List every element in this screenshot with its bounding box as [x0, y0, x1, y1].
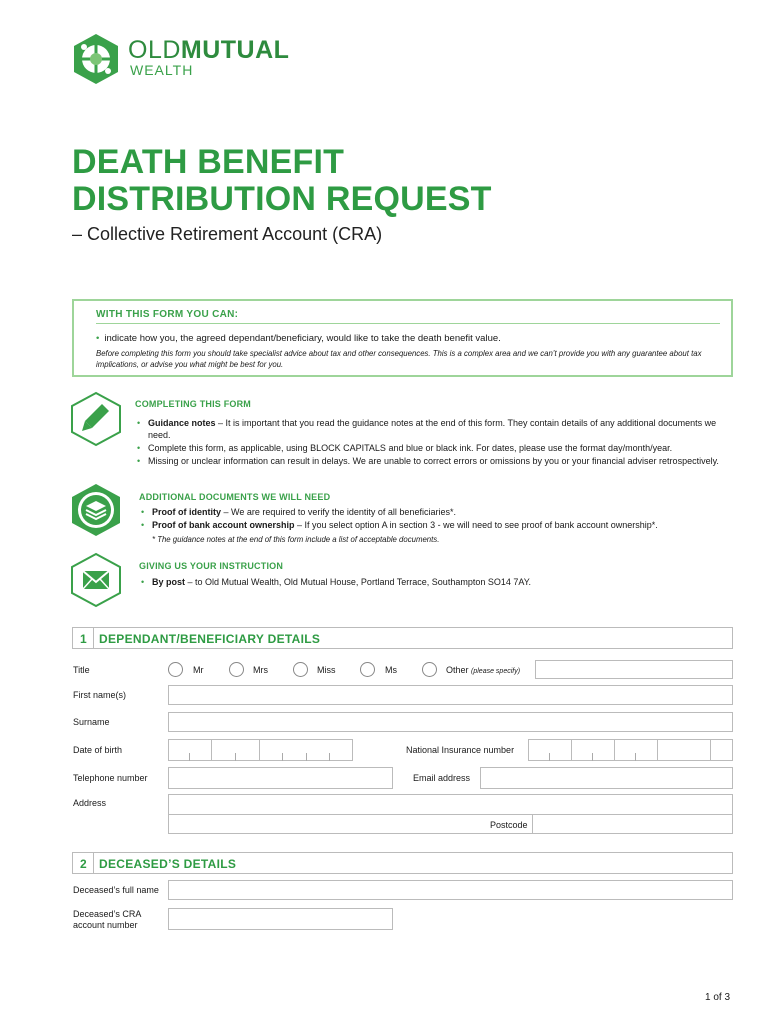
- address-label: Address: [73, 798, 107, 808]
- cra-account-label: Deceased’s CRA account number: [73, 909, 142, 930]
- ni-tick: [592, 753, 593, 761]
- section2-number: 2: [80, 857, 87, 871]
- ni-separator: [614, 739, 615, 761]
- intro-note: Before completing this form you should take specialist advice about tax and other consequences. This is a complex area and we can’t provide you with any guarantee about tax implications, or advise you what might be best for you.: [96, 349, 702, 369]
- completing-item-guidance: • Guidance notes – It is important that you read the guidance notes at the end of this form. They contain details of any additional documents we need.: [137, 417, 728, 441]
- surname-field[interactable]: [168, 712, 733, 732]
- other-title-field[interactable]: [535, 660, 733, 679]
- postcode-label: Postcode: [490, 820, 528, 830]
- radio-ms-label: Ms: [385, 665, 397, 675]
- title-label: Title: [73, 665, 90, 675]
- documents-item-bank: • Proof of bank account ownership – If you select option A in section 3 - we will need to see proof of bank account ownership*.: [141, 519, 752, 531]
- ni-separator: [710, 739, 711, 761]
- radio-mr-label: Mr: [193, 665, 204, 675]
- documents-note: * The guidance notes at the end of this form include a list of acceptable documents.: [152, 535, 440, 544]
- dob-tick: [306, 753, 307, 761]
- deceased-name-field[interactable]: [168, 880, 733, 900]
- ni-tick: [635, 753, 636, 761]
- radio-mr[interactable]: [168, 662, 183, 677]
- radio-other-label: Other (please specify): [446, 665, 521, 675]
- section1-title: DEPENDANT/BENEFICIARY DETAILS: [99, 632, 321, 646]
- radio-other[interactable]: [422, 662, 437, 677]
- logo-wealth: WEALTH: [130, 62, 194, 78]
- dob-separator: [211, 739, 212, 761]
- page-subtitle: – Collective Retirement Account (CRA): [72, 224, 383, 244]
- email-field[interactable]: [480, 767, 733, 789]
- logo-wordmark: OLDMUTUAL: [128, 36, 290, 64]
- deceased-name-label: Deceased’s full name: [73, 885, 159, 895]
- logo-icon: [70, 33, 122, 85]
- ni-field[interactable]: [528, 739, 733, 761]
- dob-tick: [282, 753, 283, 761]
- first-names-label: First name(s): [73, 690, 127, 700]
- radio-ms[interactable]: [360, 662, 375, 677]
- telephone-field[interactable]: [168, 767, 393, 789]
- address-divider: [168, 814, 733, 815]
- ni-separator: [657, 739, 658, 761]
- intro-divider: [96, 323, 720, 324]
- completing-item-capitals: • Complete this form, as applicable, using BLOCK CAPITALS and blue or black ink. For dates, please use the format day/month/year.: [137, 442, 728, 454]
- email-label: Email address: [413, 773, 471, 783]
- surname-label: Surname: [73, 717, 110, 727]
- dob-tick: [235, 753, 236, 761]
- dob-field[interactable]: [168, 739, 353, 761]
- instruction-item-post: • By post – to Old Mutual Wealth, Old Mutual House, Portland Terrace, Southampton SO14 7AY.: [141, 576, 752, 588]
- dob-separator: [259, 739, 260, 761]
- radio-miss[interactable]: [293, 662, 308, 677]
- dob-label: Date of birth: [73, 745, 123, 755]
- ni-separator: [571, 739, 572, 761]
- intro-heading: WITH THIS FORM YOU CAN:: [96, 309, 239, 320]
- ni-label: National Insurance number: [406, 745, 515, 755]
- documents-item-identity: • Proof of identity – We are required to verify the identity of all beneficiaries*.: [141, 506, 752, 518]
- dob-tick: [329, 753, 330, 761]
- instruction-heading: GIVING US YOUR INSTRUCTION: [139, 561, 284, 571]
- radio-mrs[interactable]: [229, 662, 244, 677]
- page-number: 1 of 3: [705, 992, 731, 1003]
- intro-bullet: • indicate how you, the agreed dependant/beneficiary, would like to take the death benefit value.: [96, 333, 501, 344]
- section1-number: 1: [80, 632, 87, 646]
- dob-tick: [189, 753, 190, 761]
- page-title-line1: DEATH BENEFIT: [72, 143, 345, 181]
- radio-miss-label: Miss: [317, 665, 336, 675]
- completing-heading: COMPLETING THIS FORM: [135, 399, 251, 409]
- documents-heading: ADDITIONAL DOCUMENTS WE WILL NEED: [139, 492, 331, 502]
- page-title-line2: DISTRIBUTION REQUEST: [72, 180, 492, 218]
- pencil-icon: [68, 391, 124, 447]
- envelope-icon: [68, 552, 124, 608]
- radio-mrs-label: Mrs: [253, 665, 268, 675]
- completing-item-missing: • Missing or unclear information can result in delays. We are unable to correct errors or omissions by you or your financial adviser retrospectively.: [137, 455, 728, 467]
- documents-icon: [68, 482, 124, 538]
- postcode-divider: [532, 815, 533, 834]
- section2-title: DECEASED’S DETAILS: [99, 857, 237, 871]
- ni-tick: [549, 753, 550, 761]
- telephone-label: Telephone number: [73, 773, 148, 783]
- first-names-field[interactable]: [168, 685, 733, 705]
- cra-account-field[interactable]: [168, 908, 393, 930]
